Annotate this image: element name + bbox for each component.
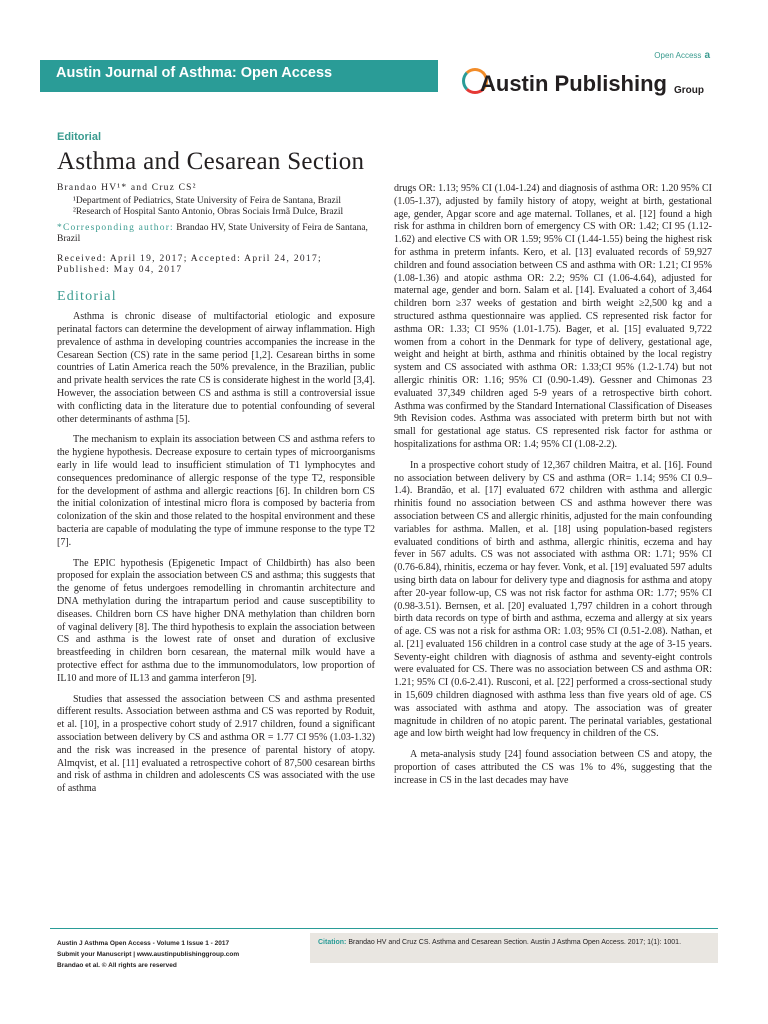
paragraph: Asthma is chronic disease of multifactorial etiologic and exposure perinatal factors can determine the development of airway inflammation. High prevalence of asthma in developing countries accompanies the increase in the Cesarean Section (CS) rate in the same period [1,2]. Cesarean births in some countries of Latin America reach the 50% prevalence, in the Brazilian, public and private health services the rate CS is considerate highest in the world [3,4]. However, the association between CS and asthma is still a controversial issue with conflicting data in the literature due to potential confounding of several other determinants of asthma [5]. [57, 311, 375, 425]
open-access-text: Open Access [654, 51, 702, 60]
journal-title: Austin Journal of Asthma: Open Access [56, 65, 333, 81]
published-date: Published: May 04, 2017 [57, 265, 183, 275]
authors: Brandao HV¹* and Cruz CS² [57, 183, 197, 193]
footer-volume: Austin J Asthma Open Access - Volume 1 Issue 1 - 2017 [57, 940, 230, 947]
paragraph: In a prospective cohort study of 12,367 children Maitra, et al. [16]. Found no association between delivery by CS and asthma (OR= 1.14; 95% CI 0.9–1.4). Brandão, et al. [17] evaluated 672 children with asthma and allergic rhinitis found no association between CS and asthma however there was association between CS and allergic rhinitis, adjusted for the main confounding variables for asthma. Mallen, et al. [18] using population-based registers evaluated conditions of birth and asthma, allergic rhinitis, eczema and hay fever in 567 adults. CS was not associated with asthma OR: 1.71; 95% CI (0.76-6.84), rhinitis, eczema or hay fever. Vonk, et al. [19] evaluated 597 adults using birth data on labour for delivery type and diagnosis for asthma and atopy after 20-year follow-up, CS was not risk factor for asthma OR: 1.77; 95% CI (0.98-3.51). Bernsen, et al. [20] evaluated 1,797 children in a cohort through birth data records on type of birth and asthma, eczema and allergy at six years of age. CS was not a risk for asthma OR: 1.03; 95% CI (0.51-2.08). Nathan, et al. [21] evaluated 156 children in a control case study at the age of 3-15 years. Seventy-eight children with diagnosis of asthma and seventy-eight controls were evaluated for CS. There was no association between CS and asthma OR: 1.21; 95% CI (0.6-2.41). Rusconi, et al. [22] performed a cross-sectional study in 15,609 children diagnosed with asthma less than five years old of age. CS was associated with asthma and atopy. The association was of greater magnitude in children of no atopic parent. The perinatal variables, gestational age and low birth weight had low frequency in children of the CS. [394, 459, 712, 740]
article-title: Asthma and Cesarean Section [57, 148, 365, 175]
article-type: Editorial [57, 131, 102, 143]
received-accepted-dates: Received: April 19, 2017; Accepted: April 24, 2017; [57, 253, 322, 264]
paragraph: A meta-analysis study [24] found association between CS and atopy, the proportion of cases attributed the CS was 1% to 4%, suggesting that the increase in CS in the last decades may have [394, 749, 712, 786]
journal-banner [40, 60, 438, 92]
publisher-brand: Austin Publishing [480, 71, 667, 96]
footer-copyright: Brandao et al. © All rights are reserved [57, 962, 177, 969]
footer-submit-link[interactable]: Submit your Manuscript | www.austinpublishinggroup.com [57, 951, 240, 958]
open-access-lock-icon: a [704, 50, 710, 61]
affiliation-2: ²Research of Hospital Santo Antonio, Obras Sociais Irmã Dulce, Brazil [73, 207, 344, 217]
corresponding-author-text: Brandao HV, State University of Feira de Santana, Brazil [57, 222, 368, 244]
citation-box [310, 933, 718, 963]
editorial-heading: Editorial [57, 288, 117, 304]
left-column [57, 183, 375, 804]
publisher-group: Group [674, 85, 704, 96]
open-access-label [654, 50, 710, 61]
article-meta [57, 183, 375, 277]
affiliation-1: ¹Department of Pediatrics, State University of Feira de Santana, Brazil [73, 195, 341, 206]
footer-divider [50, 928, 718, 929]
publisher-logo [462, 68, 722, 104]
paragraph: The EPIC hypothesis (Epigenetic Impact of Childbirth) has also been proposed for explain the association between CS and asthma; this suggests that the genome of fetus undergoes remodelling in chromantin architecture and DNA methylation during the intrapartum period and cause susceptibility to diseases. Children born CS have higher DNA methylation than children born of vaginal delivery [8]. The third hypothesis to explain the association between CS and asthma is the lowest rate of onset and duration of exclusive breastfeeding in children born cesarean, the maternal milk would have a protective effect for asthma due to the immunomodulators, low proportion of IL10 and more of IL13 and gamma interferon [9]. [57, 557, 375, 684]
right-column [394, 183, 712, 796]
citation-label: Citation: [318, 939, 347, 946]
corresponding-author [57, 223, 375, 246]
paragraph: drugs OR: 1.13; 95% CI (1.04-1.24) and diagnosis of asthma OR: 1.20 95% CI (1.05-1.37), adjusted by family history of atopy, weight at birth, gestational age, gender, Apgar score and age maternal. Tollanes, et al. [12] found a high risk for asthma in children born of emergency CS with OR: 1.42; CI 95 (1.12-1.62) and elective CS with OR 1.59; 95% CI (1.44-1.55) being the highest risk for asthma in preterm infants. Kero, et al. [13] evaluated records of 59,927 children and found association between CS and asthma with OR: 1.21; CI 95% (1.08-1.36) and atopic asthma OR: 2.2; 95% CI (1.06-4.64), adjusted for maternal age, gender and born. Salam et al. [14]. Evaluated a cohort of 3,464 children born ≥37 weeks of gestation and birth weight ≥2,500 kg and a structured asthma questionnaire was applied. CS represented risk factor for asthma OR: 1.33; CI 95% (1.01-1.75). Bager, et al. [15] evaluated 9,722 women from a cohort in the Denmark for type of delivery, gestational age, weight and height at birth, asthma and rhinitis obtained by the local registry system and CS associated with asthma OR: 1.33;CI 95% (1.2-1.74) but not allergic rhinitis OR: 1.16; 95% CI (0.90-1.49). Gessner and Chimonas 23 evaluated 37,349 children aged 5-9 years of a retrospective birth cohort. Asthma was confirmed by the Standard International Classification of Diseases 9th Revision codes. Asthma was associated with preterm birth but not with small for gestational age status. CS represented risk factor for asthma or hospitalizations for asthma OR: 1.4; 95% CI (1.08-2.2). [394, 183, 712, 450]
paragraph: The mechanism to explain its association between CS and asthma refers to the hygiene hypothesis. Decrease exposure to certain types of microorganisms early in life would lead to insufficient stimulation of T1 lymphocytes and consequences predominance of allergic response of the type T2, responsible for the development of asthma and allergic reactions [6]. In children born CS the initial colonization of intestinal micro flora is composed by bacteria from colonization of the skin and those related to the hospital environment and these bacteria are capable of modulating the type of immune response to the type T2 [7]. [57, 434, 375, 548]
corresponding-author-label: *Corresponding author: [57, 222, 174, 233]
citation-text: Brandao HV and Cruz CS. Asthma and Cesarean Section. Austin J Asthma Open Access. 2017; 1(1): 1001. [346, 939, 682, 946]
paragraph: Studies that assessed the association between CS and asthma presented different results. Association between asthma and CS was reported by Roduit, et al. [10], in a prospective cohort study of 2.917 children, found a significant association between delivery by CS and asthma OR = 1.77 CI 95% (1.03-1.32) and the risk was increased in the presence of parental history of atopy. Almqvist, et al. [11] evaluated a retrospective cohort of 87,500 cesarean births and risk of asthma in children and adolescents CS was associated with the use of asthma [57, 693, 375, 795]
footer-info [57, 938, 307, 971]
